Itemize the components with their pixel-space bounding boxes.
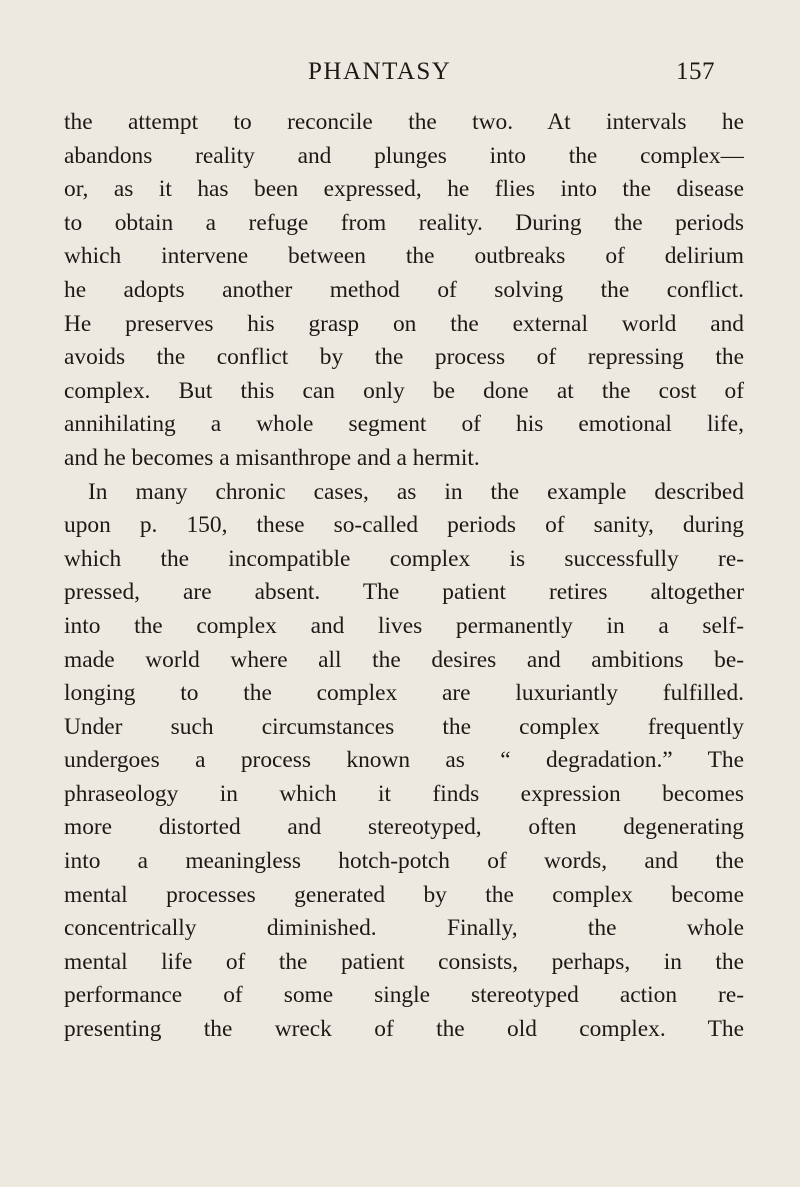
text-line: avoids the conflict by the process of repressing the bbox=[64, 344, 744, 371]
text-line: phraseology in which it finds expression becomes bbox=[64, 780, 744, 807]
text-line: which intervene between the outbreaks of delirium bbox=[64, 243, 744, 270]
text-line: or, as it has been expressed, he flies into the disease bbox=[64, 176, 744, 203]
text-line: longing to the complex are luxuriantly fulfilled. bbox=[64, 680, 744, 707]
paragraph-first-line: In many chronic cases, as in the example described bbox=[88, 478, 744, 505]
text-line: which the incompatible complex is successfully re- bbox=[64, 545, 744, 572]
body-text bbox=[64, 106, 744, 1047]
text-line: to obtain a refuge from reality. During the periods bbox=[64, 209, 744, 236]
text-line: into a meaningless hotch-potch of words, and the bbox=[64, 848, 744, 875]
text-line: into the complex and lives permanently in a self- bbox=[64, 612, 744, 639]
text-line: mental life of the patient consists, perhaps, in the bbox=[64, 948, 744, 975]
text-line: presenting the wreck of the old complex. The bbox=[64, 1016, 744, 1043]
text-line: abandons reality and plunges into the complex— bbox=[64, 142, 744, 169]
text-line: more distorted and stereotyped, often degenerating bbox=[64, 814, 744, 841]
text-line: complex. But this can only be done at the cost of bbox=[64, 377, 744, 404]
text-line: performance of some single stereotyped action re- bbox=[64, 982, 744, 1009]
text-line: pressed, are absent. The patient retires altogether bbox=[64, 579, 744, 606]
running-head bbox=[0, 58, 800, 98]
page-number: 157 bbox=[676, 58, 715, 85]
running-title: PHANTASY bbox=[308, 58, 452, 85]
text-line: the attempt to reconcile the two. At intervals he bbox=[64, 109, 744, 135]
text-line: Under such circumstances the complex frequently bbox=[64, 713, 744, 740]
text-line: concentrically diminished. Finally, the whole bbox=[64, 915, 744, 942]
text-line: upon p. 150, these so-called periods of sanity, during bbox=[64, 512, 744, 539]
text-line: mental processes generated by the complex become bbox=[64, 881, 744, 908]
text-line: he adopts another method of solving the conflict. bbox=[64, 276, 744, 303]
text-line: undergoes a process known as “ degradation.” The bbox=[64, 747, 744, 774]
text-line: annihilating a whole segment of his emotional life, bbox=[64, 411, 744, 438]
text-line: made world where all the desires and ambitions be- bbox=[64, 646, 744, 673]
paragraph-end-line: and he becomes a misanthrope and a hermit. bbox=[64, 444, 480, 471]
text-line: He preserves his grasp on the external world and bbox=[64, 310, 744, 337]
